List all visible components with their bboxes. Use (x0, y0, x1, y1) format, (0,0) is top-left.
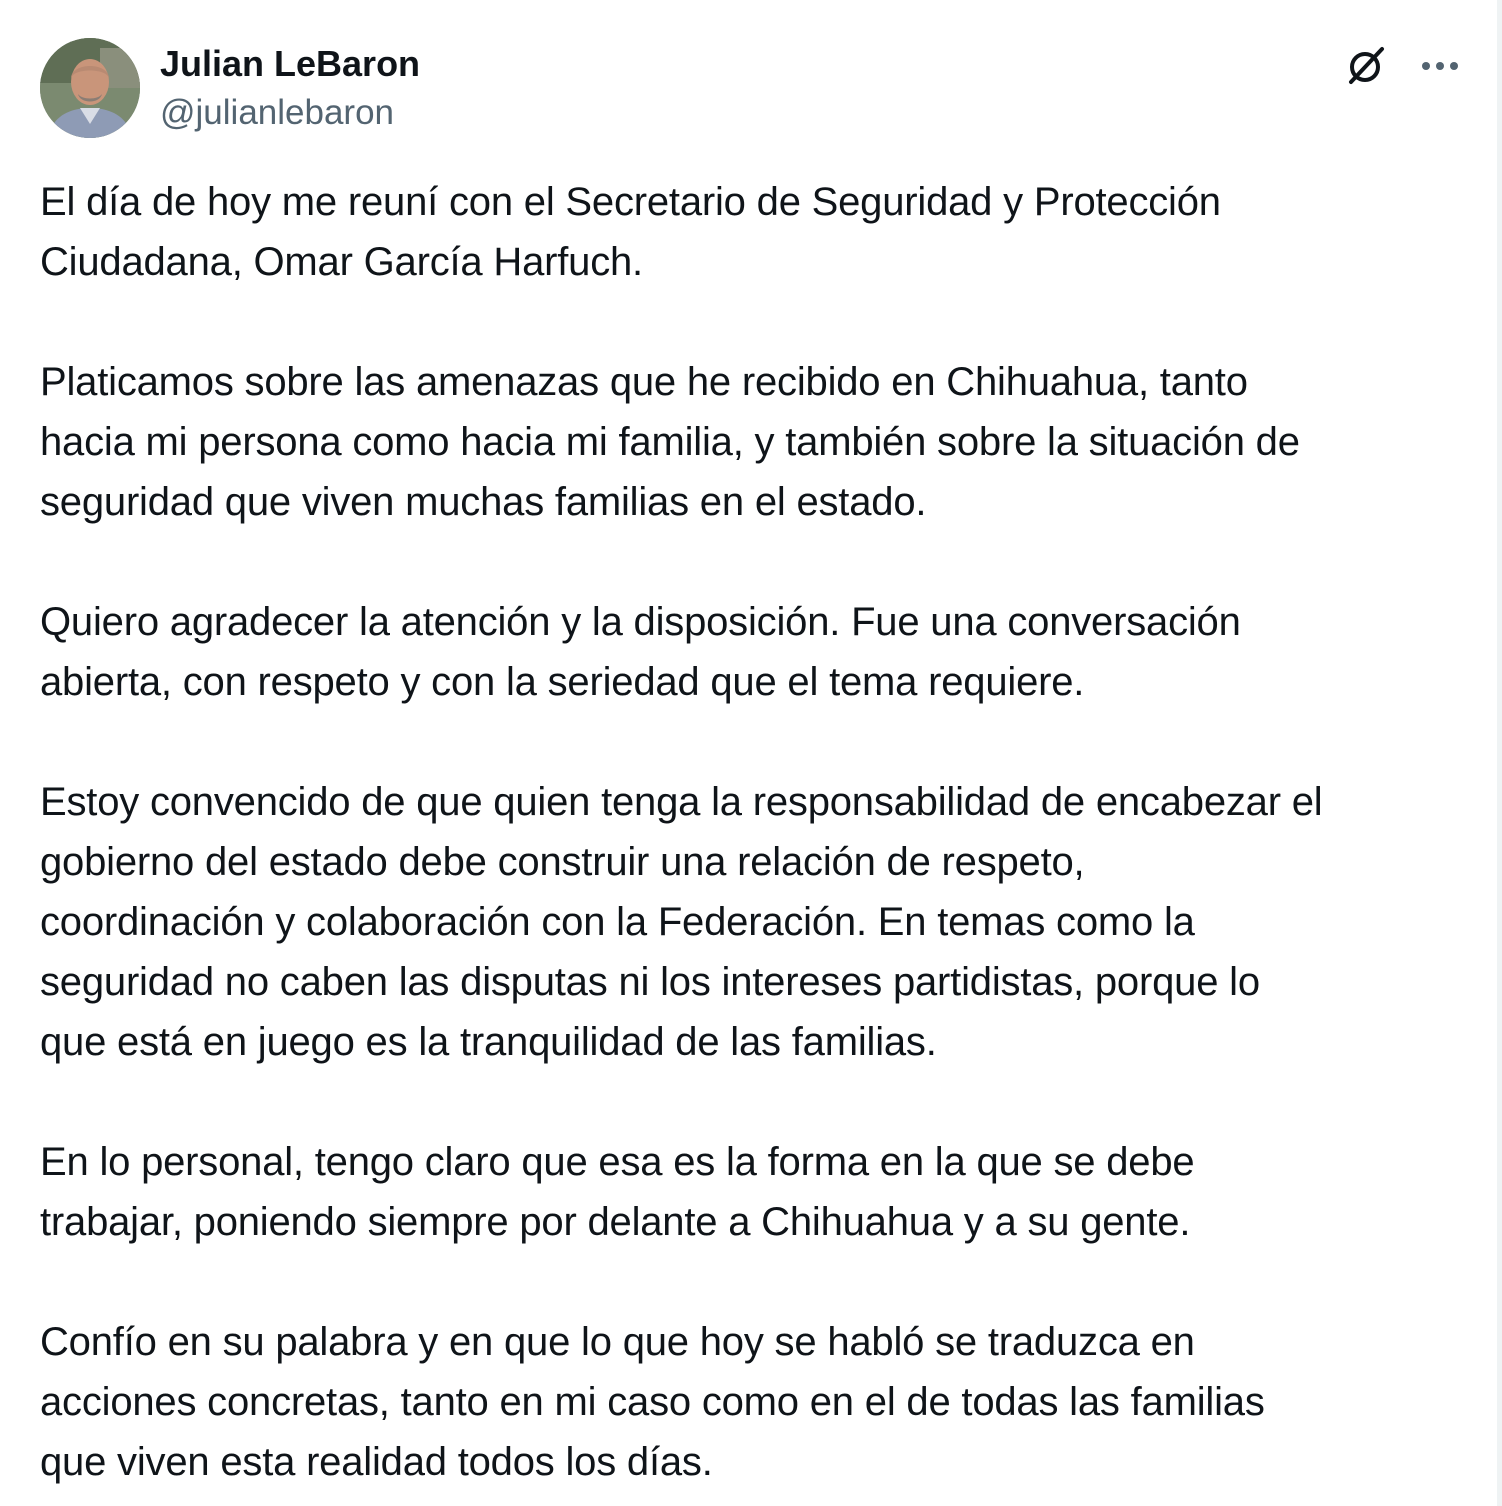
more-dots-glyph (1420, 60, 1460, 72)
author-handle[interactable]: @julianlebaron (160, 93, 395, 132)
page-edge-divider (1497, 0, 1502, 1506)
tweet-paragraph: Quiero agradecer la atención y la disposición. Fue una conversación abierta, con respeto y con la seriedad que el tema requiere. (40, 600, 1241, 704)
tweet-paragraph: Confío en su palabra y en que lo que hoy se habló se traduzca en acciones concretas, tanto en mi caso como en el de todas las familias que viven esta realidad todos los días. (40, 1320, 1265, 1484)
grok-glyph (1344, 44, 1388, 88)
tweet-header (40, 38, 1462, 138)
grok-icon[interactable] (1342, 42, 1390, 90)
profile-photo-icon (40, 38, 140, 138)
tweet-text (40, 172, 1470, 1492)
author-display-name[interactable]: Julian LeBaron (160, 43, 421, 84)
tweet-paragraph: En lo personal, tengo claro que esa es la forma en la que se debe trabajar, poniendo siempre por delante a Chihuahua y a su gente. (40, 1140, 1195, 1244)
header-actions (1342, 38, 1462, 94)
avatar[interactable] (40, 38, 140, 138)
author-info (160, 42, 420, 136)
tweet-paragraph: Platicamos sobre las amenazas que he recibido en Chihuahua, tanto hacia mi persona como hacia mi familia, y también sobre la situación de seguridad que viven muchas familias en el estado. (40, 360, 1300, 524)
more-horizontal-icon[interactable] (1418, 44, 1462, 88)
tweet-paragraph: Estoy convencido de que quien tenga la responsabilidad de encabezar el gobierno del estado debe construir una relación de respeto, coordinación y colaboración con la Federación. En temas como la seguridad no caben las disputas ni los intereses partidistas, porque lo que está en juego es la tranquilidad de las familias. (40, 780, 1323, 1064)
tweet-paragraph: El día de hoy me reuní con el Secretario de Seguridad y Protección Ciudadana, Omar García Harfuch. (40, 180, 1221, 284)
